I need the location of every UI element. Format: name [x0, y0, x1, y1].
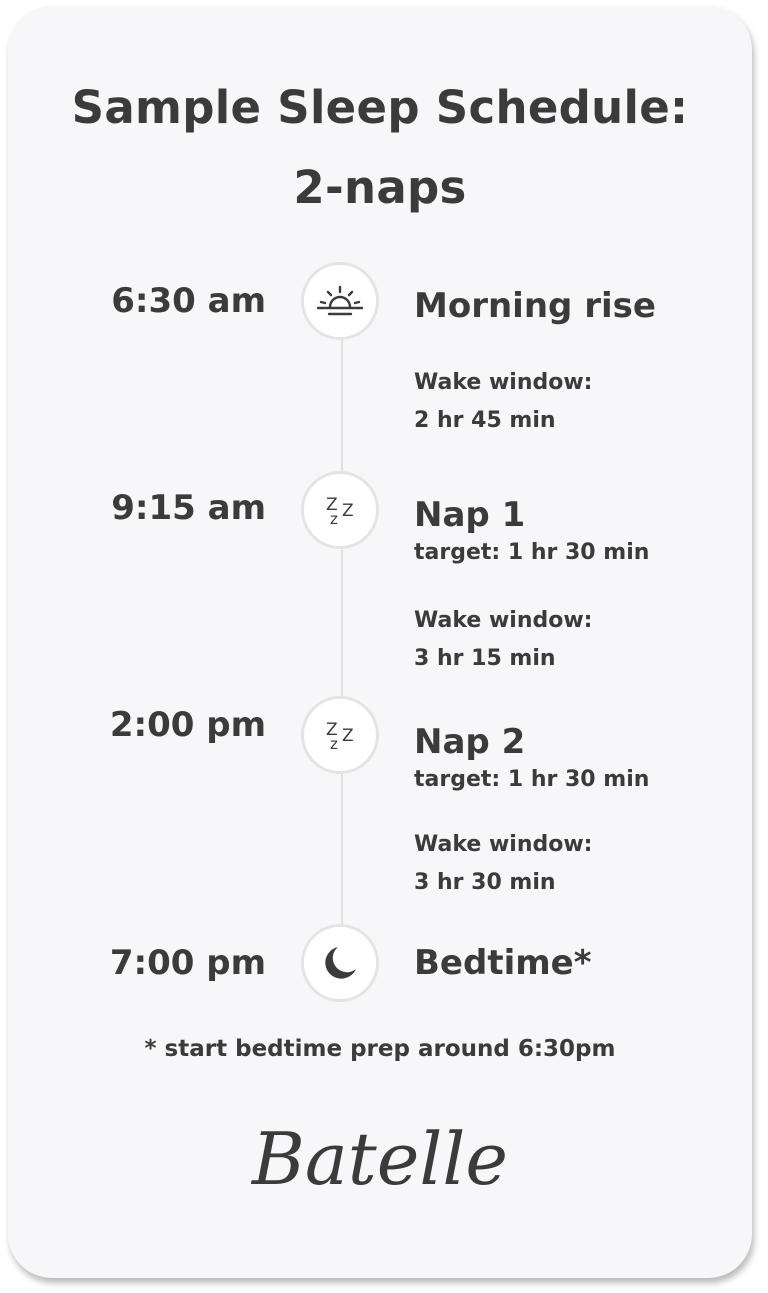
- time-bedtime: 7:00 pm: [109, 943, 266, 983]
- title-line-2: 2-naps: [293, 161, 467, 214]
- wake-window-label: Wake window:: [414, 832, 593, 857]
- event-bedtime: Bedtime*: [414, 943, 592, 983]
- time-nap-2: 2:00 pm: [109, 705, 266, 745]
- wake-window-duration: 3 hr 15 min: [414, 646, 556, 671]
- svg-text:Z: Z: [342, 501, 354, 521]
- svg-text:Z: Z: [326, 720, 338, 740]
- wake-window-1: [414, 364, 592, 440]
- event-nap-1: Nap 1: [414, 495, 526, 535]
- svg-text:Z: Z: [342, 726, 354, 746]
- zzz-icon: [301, 471, 379, 549]
- time-morning-rise: 6:30 am: [111, 281, 266, 321]
- nap-1-target: target: 1 hr 30 min: [414, 540, 650, 565]
- sunrise-icon: [301, 262, 379, 340]
- moon-icon: [301, 924, 379, 1002]
- logo-text: Batelle: [251, 1117, 509, 1201]
- timeline-line: [341, 306, 343, 970]
- nap-2-target: target: 1 hr 30 min: [414, 767, 650, 792]
- time-nap-1: 9:15 am: [111, 488, 266, 528]
- svg-text:z: z: [330, 510, 338, 528]
- title-line-1: Sample Sleep Schedule:: [71, 81, 689, 134]
- batelle-logo: [230, 1106, 530, 1216]
- zzz-icon: [301, 696, 379, 774]
- wake-window-duration: 3 hr 30 min: [414, 870, 556, 895]
- svg-text:z: z: [330, 735, 338, 753]
- footnote: * start bedtime prep around 6:30pm: [144, 1036, 616, 1062]
- page-title: [8, 68, 752, 228]
- schedule-card: [8, 6, 752, 1278]
- wake-window-2: [414, 602, 592, 678]
- wake-window-3: [414, 826, 592, 902]
- wake-window-label: Wake window:: [414, 370, 593, 395]
- event-nap-2: Nap 2: [414, 722, 526, 762]
- wake-window-label: Wake window:: [414, 608, 593, 633]
- svg-text:Z: Z: [326, 495, 338, 515]
- wake-window-duration: 2 hr 45 min: [414, 408, 556, 433]
- event-morning-rise: Morning rise: [414, 286, 656, 326]
